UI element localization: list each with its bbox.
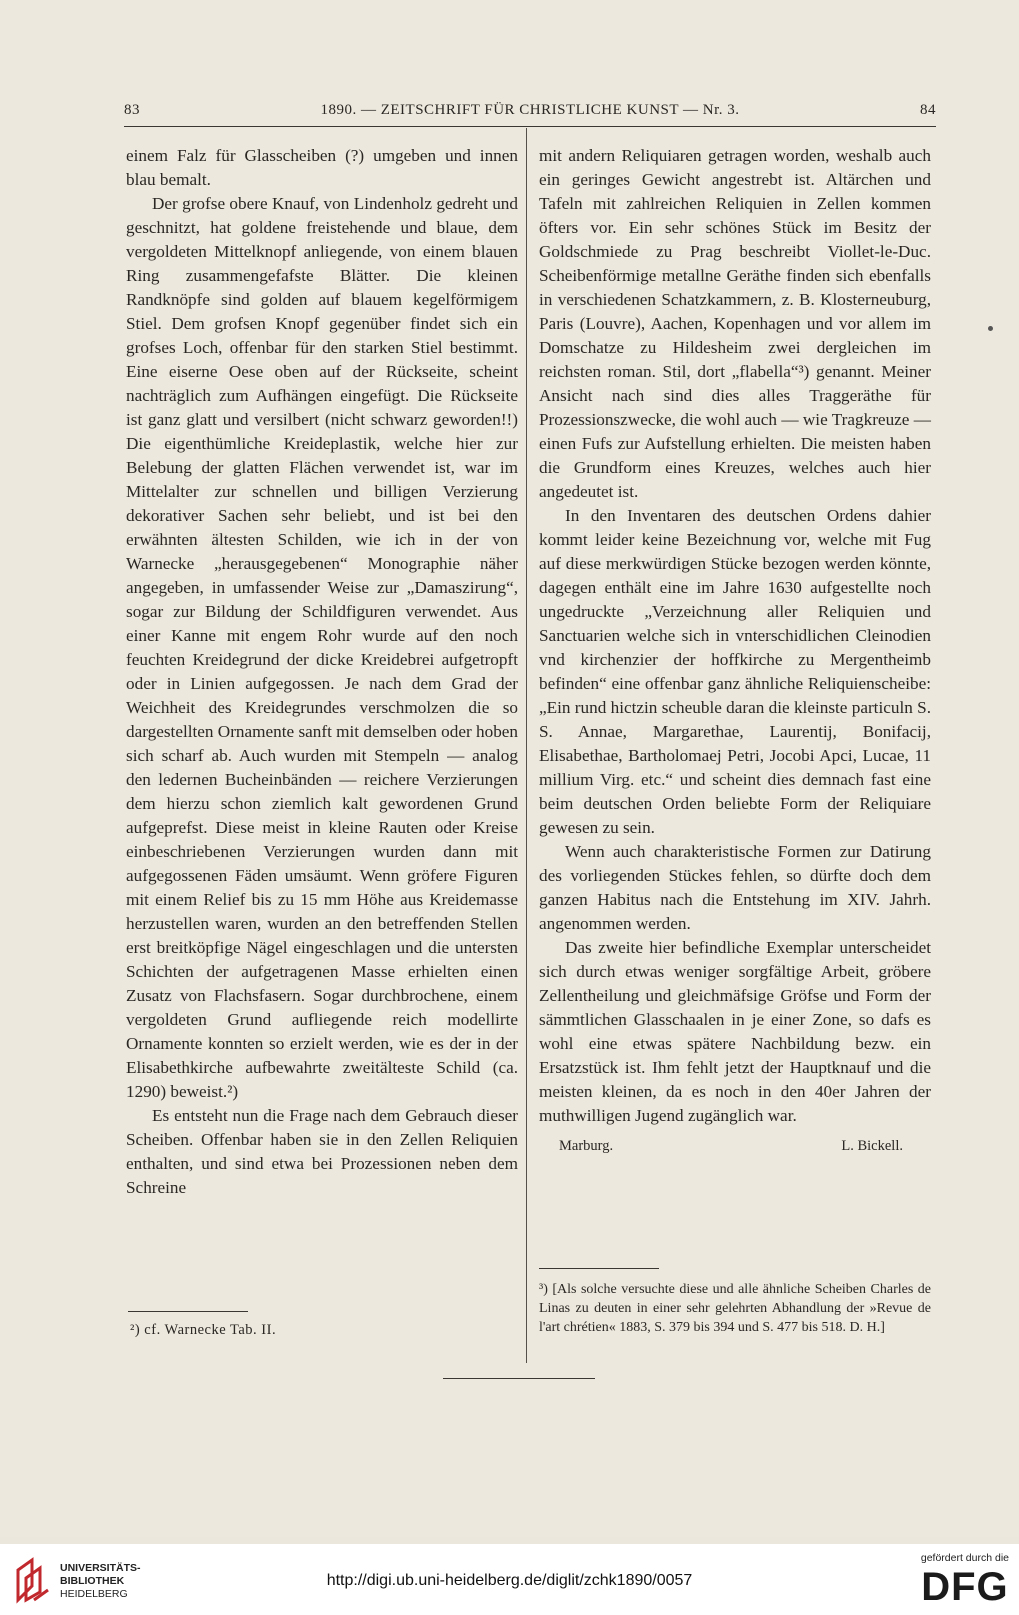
footnote-rule-left — [128, 1311, 248, 1312]
paragraph: Wenn auch charakteristische Formen zur Datirung des vorliegenden Stückes fehlen, so dürfte doch dem ganzen Habitus nach die Entstehung im XIV. Jahrh. angenommen werden. — [539, 842, 931, 933]
journal-title: 1890. — ZEITSCHRIFT FÜR CHRISTLICHE KUNST — Nr. 3. — [320, 101, 740, 118]
paragraph: In den Inventaren des deutschen Ordens dahier kommt leider keine Bezeichnung vor, welche mit Fug auf diese merkwürdigen Stücke bezogen werden könnte, dagegen enthält eine im Jahre 1630 aufgestellte noch ungedruckte „Verzeichnung aller Reliquien und Sanctuarien welche sich in vnterschidlichen Cleinodien vnd kirchenzier der hoffkirche zu Mergentheimb befinden“ eine offenbar ganz ähnliche Reliquienscheibe: „Ein rund hictzin scheuble daran die kleinste particuln S. S. Annae, Margarethae, Laurentij, Bonifacij, Elisabethae, Bartholomaej Petri, Jocobi Apci, Lucae, 11 millium Virg. etc.“ und scheint dies demnach fast eine beim deutschen Orden beliebte Form der Reliquiare gewesen zu sein. — [539, 506, 931, 837]
footnote-text: ³) [Als solche versuchte diese und alle ähnliche Scheiben Charles de Linas zu deuten in einer sehr gelehrten Abhandlung der »Revue de l'art chrétien« 1883, S. 379 bis 394 und S. 477 bis 518. D. H.] — [539, 1282, 931, 1335]
funding-credit — [921, 1552, 1009, 1610]
page-number-right: 84 — [920, 101, 936, 118]
paragraph: Das zweite hier befindliche Exemplar unterscheidet sich durch etwas weniger sorgfältige Arbeit, gröbere Zellentheilung und gleichmäfsige Gröfse und Form der sämmtlichen Glasschaalen in je einer Zone, so dafs es wohl eine etwas spätere Nachbildung bezw. ein Ersatzstück ist. Ihm fehlt jetzt der Hauptknauf und die meisten kleinen, da es noch in den 40er Jahren der muthwilligen Jugend zugänglich war. — [539, 938, 931, 1125]
footnote-right — [539, 1280, 931, 1337]
signature-author: L. Bickell. — [841, 1138, 903, 1154]
footnote-rule-right — [539, 1268, 659, 1269]
left-column — [126, 144, 518, 1200]
footnote-left: ²) cf. Warnecke Tab. II. — [130, 1322, 277, 1338]
signature-place: Marburg. — [559, 1138, 614, 1154]
running-header — [124, 98, 936, 122]
library-name: UNIVERSITÄTS- BIBLIOTHEK HEIDELBERG — [60, 1562, 141, 1600]
paragraph: mit andern Reliquiaren getragen worden, weshalb auch ein geringes Gewicht angestrebt ist. Altärchen und Tafeln mit zahlreichen Reliquien in Zellen kommen öfters vor. Ein sehr schönes Stück im Besitz der Goldschmiede zu Prag beschreibt Viollet-le-Duc. Scheibenförmige metallne Geräthe finden sich ebenfalls in verschiedenen Schatzkammern, z. B. Klosterneuburg, Paris (Louvre), Aachen, Kopenhagen und vor allem im Domschatze zu Hildesheim zwei dergleichen im reichsten roman. Stil, dort „flabella“³) genannt. Meiner Ansicht nach sind dies alles Traggeräthe für Prozessionszwecke, die wohl auch — wie Tragkreuze — einen Fufs zur Aufstellung erhielten. Die meisten haben die Grundform eines Kreuzes, welches auch hier angedeutet ist. — [539, 146, 931, 501]
funding-label: gefördert durch die — [920, 1552, 1009, 1564]
right-column — [539, 144, 931, 1158]
paragraph: einem Falz für Glasscheiben (?) umgeben und innen blau bemalt. — [126, 146, 518, 189]
header-rule — [124, 126, 936, 127]
page-number-left: 83 — [124, 101, 140, 118]
source-url-link[interactable]: http://digi.ub.uni-heidelberg.de/diglit/zchk1890/0057 — [326, 1572, 693, 1589]
column-divider — [526, 128, 527, 1363]
paragraph: Der grofse obere Knauf, von Lindenholz gedreht und geschnitzt, hat goldene freistehende und blaue, dem vergoldeten Mittelknopf anliegende, von einem blauen Ring zusammengefafste Blätter. Die kleinen Randknöpfe sind golden auf blauem kegelförmigem Stiel. Dem grofsen Knopf gegenüber findet sich ein grofses Loch, offenbar für den starken Stiel bestimmt. Eine eiserne Oese oben auf der Rückseite, scheint nachträglich zum Aufhängen eingefügt. Die Rückseite ist ganz glatt und versilbert (nicht schwarz geworden!!) Die eigenthümliche Kreideplastik, welche hier zur Belebung der glatten Flächen verwendet ist, war im Mittelalter zur schnellen und billigen Verzierung dekorativer Sachen sehr beliebt, und ist bei den erwähnten ältesten Schilden, wie ich in der von Warnecke „herausgegebenen“ Monographie näher angegeben, in umfassender Weise zur „Damaszirung“, sogar zur Bildung der Schildfiguren verwendet. Aus einer Kanne mit engem Rohr wurde auf den noch feuchten Kreidegrund der dicke Kreidebrei aufgetropft oder in Linien aufgegossen. Je nach dem Grad der Weichheit des Kreidegrundes verschmolzen die so dargestellten Ornamente sanft mit demselben oder hoben sich scharf ab. Auch wurden mit Stempeln — analog den ledernen Bucheinbänden — reichere Verzierungen dem hierzu schon ziemlich kalt gewordenen Grund aufgeprefst. Diese meist in kleine Rauten oder Kreise einbeschriebenen Verzierungen wurden dann mit aufgegossenen Fäden umsäumt. Wenn gröfere Figuren mit einem Relief bis zu 15 mm Höhe aus Kreidemasse herzustellen waren, wurden an den betreffenden Stellen erst breitköpfige Nägel eingeschlagen und die untersten Schichten der aufgetragenen Masse erhielten einen Zusatz von Flachsfasern. Sogar durchbrochene, einem vergoldeten Grund aufliegende reich modellirte Ornamente konnten so erzielt werden, wie es der in der Elisabethkirche aufbewahrte zweitälteste Schild (ca. 1290) beweist.²) — [126, 194, 519, 1101]
scan-speck — [988, 326, 993, 331]
paragraph: Es entsteht nun die Frage nach dem Gebrauch dieser Scheiben. Offenbar haben sie in den Zellen Reliquien enthalten, und sind etwa bei Prozessionen neben dem Schreine — [126, 1106, 518, 1197]
page-end-rule — [443, 1378, 595, 1379]
viewer-footer — [0, 1544, 1019, 1615]
signature — [539, 1134, 931, 1158]
dfg-logo: DFG — [921, 1565, 1009, 1609]
